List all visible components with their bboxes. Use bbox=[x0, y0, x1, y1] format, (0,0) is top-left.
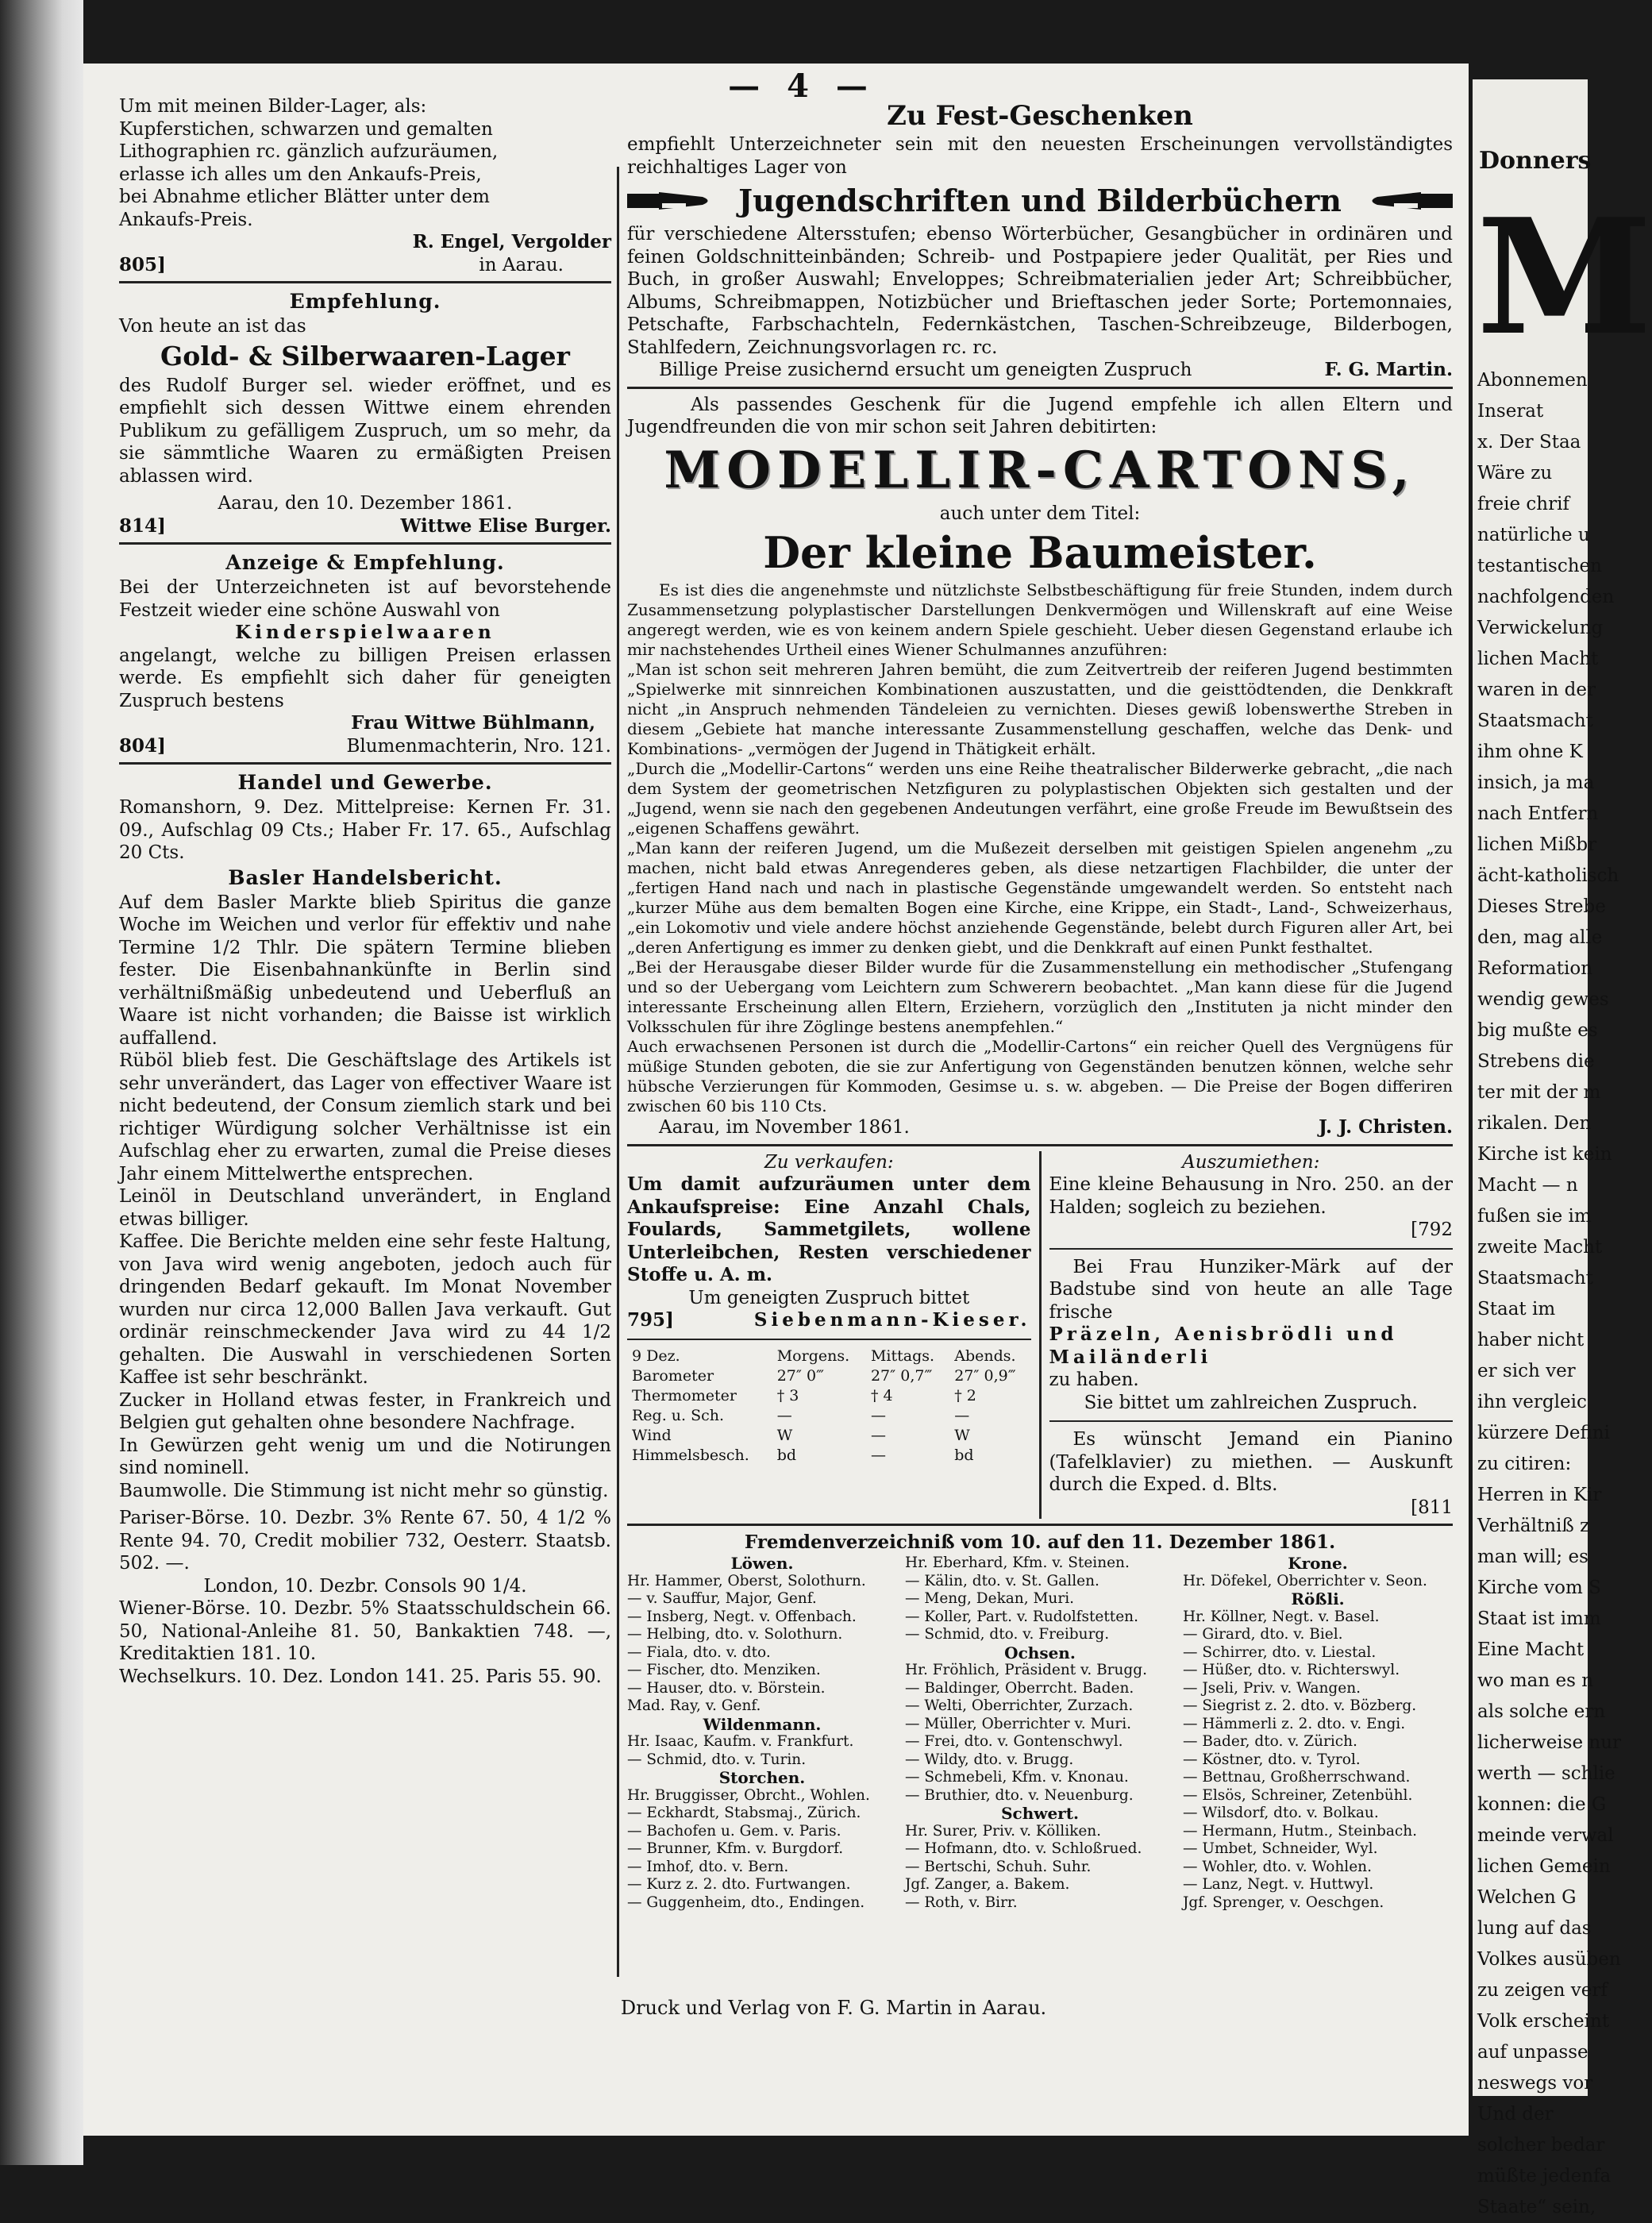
weather-cell: Reg. u. Sch. bbox=[632, 1406, 725, 1424]
anzeige-highlight: Kinderspielwaaren bbox=[235, 622, 495, 643]
basler-title: Basler Handelsbericht. bbox=[228, 865, 503, 889]
weather-cell: 27″ 0‴ bbox=[776, 1366, 825, 1385]
handel-paragraph: Zucker in Holland etwas fester, in Frankreich und Belgien gut gehalten ohne besondere Nachfrage. bbox=[119, 1389, 611, 1433]
facing-line: den, mag alle bbox=[1477, 927, 1603, 948]
boerse-paris: Pariser-Börse. 10. Dezbr. 3% Rente 67. 50, 4 1/2 % Rente 94. 70, Credit mobilier 732, Oesterr. Staatsb. 502. —. bbox=[119, 1508, 611, 1574]
anzeige-signer: Frau Wittwe Bühlmann, bbox=[351, 712, 595, 734]
classifieds-right bbox=[1049, 1151, 1454, 1520]
guest: — Kälin, dto. v. St. Gallen. bbox=[905, 1572, 1099, 1589]
weather-cell: † 4 bbox=[870, 1386, 893, 1404]
fest-signer: F. G. Martin. bbox=[1324, 359, 1453, 380]
guest: — Bertschi, Schuh. Suhr. bbox=[905, 1858, 1092, 1875]
weather-cell: — bbox=[776, 1406, 792, 1424]
bilder-line: Kupferstichen, schwarzen und gemalten bbox=[119, 118, 493, 140]
facing-line: haber nicht bbox=[1477, 1330, 1585, 1350]
guest: Hr. Bruggisser, Obrcht., Wohlen. bbox=[627, 1786, 870, 1804]
weather-cell: — bbox=[870, 1426, 886, 1444]
cartons-subintro: auch unter dem Titel: bbox=[939, 503, 1141, 524]
weather-cell: Wind bbox=[632, 1426, 672, 1444]
facing-line: er sich ver bbox=[1477, 1361, 1576, 1381]
guest: — Imhof, dto. v. Bern. bbox=[627, 1858, 789, 1875]
cartons-paragraph: „Man kann der reiferen Jugend, um die Mußezeit derselben mit geistigen Spielen angenehm „zu machen, nicht bald etwas Anregenderes geben, als diese netzartigen Flachbilder, die unter der „fertigen Hand nach und nach in plastische Gegenstände umgewandelt werden. So entsteht nach „kurzer Mühe aus dem bemalten Bogen eine Kirche, eine Krippe, ein Stadt-, Land-, Schweizerhaus, „ein Lokomotiv und viele andere höchst anziehende Gegenstände, belebt durch Figuren aller Art, bei „deren Anfertigung es immer zu denken giebt, und die Denkkraft auf einen Punkt festhaltet. bbox=[627, 838, 1453, 957]
facing-line: Abonnemen bbox=[1477, 370, 1588, 391]
facing-line: wendig gewes bbox=[1477, 989, 1609, 1010]
facing-line: werth — schlie bbox=[1477, 1763, 1615, 1784]
boerse-wien: Wiener-Börse. 10. Dezbr. 5% Staatsschuldschein 66. 50, National-Anleihe 81. 50, Bankaktien 748. —, Kreditaktien 181. 10. bbox=[119, 1598, 611, 1664]
miethen-p2c: zu haben. bbox=[1049, 1370, 1139, 1390]
guest: — Bachofen u. Gem. v. Paris. bbox=[627, 1822, 841, 1840]
classifieds-block bbox=[627, 1151, 1453, 1520]
facing-line: Staat ist imm bbox=[1477, 1608, 1601, 1629]
guest: — Siegrist z. 2. dto. v. Bözberg. bbox=[1183, 1697, 1417, 1714]
facing-line: Staatsmacht bbox=[1477, 711, 1593, 731]
facing-line: insich, ja ma bbox=[1477, 772, 1595, 793]
weather-row bbox=[627, 1426, 1031, 1446]
handel-paragraph: Leinöl in Deutschland unverändert, in England etwas billiger. bbox=[119, 1186, 611, 1230]
weather-cell: 27″ 0,9‴ bbox=[954, 1366, 1016, 1385]
facing-line: Dieses Strebe bbox=[1477, 896, 1606, 917]
fest-body: für verschiedene Altersstufen; ebenso Wörterbücher, Gesangbücher in ordinären und feinen Goldschnitteinbänden; Schreib- und Postpapiere jeder Qualität, per Ries und Buch, in großer Auswahl; Enveloppes; Schreibmaterialien jeder Art; Schreibbücher, Albums, Schreibmappen, Notizbücher und Brieftaschen jeder Sorte; Portemonnaies, Petschafte, Farbschachteln, Federnkästchen, Taschen-Schreibzeuge, Bilderbogen, Stahlfedern, Zeichnungsvorlagen rc. rc. bbox=[627, 224, 1453, 358]
guest: — Lanz, Negt. v. Huttwyl. bbox=[1183, 1876, 1374, 1893]
facing-line: müßte jedenfa bbox=[1477, 2166, 1612, 2186]
ad-number: [792 bbox=[1411, 1219, 1453, 1240]
guest: — Bader, dto. v. Zürich. bbox=[1183, 1733, 1357, 1750]
facing-line: zweite Macht bbox=[1477, 1237, 1603, 1258]
guest: Hr. Fröhlich, Präsident v. Brugg. bbox=[905, 1662, 1147, 1678]
handel-paragraph: Baumwolle. Die Stimmung ist nicht mehr so günstig. bbox=[119, 1480, 609, 1501]
pointing-hand-icon bbox=[627, 187, 714, 214]
facing-line: zu zeigen verf bbox=[1477, 1980, 1608, 2001]
boerse-london: London, 10. Dezbr. Consols 90 1/4. bbox=[203, 1575, 527, 1597]
guest: Hr. Isaac, Kaufm. v. Frankfurt. bbox=[627, 1733, 854, 1750]
divider bbox=[119, 281, 611, 283]
divider bbox=[627, 1144, 1453, 1146]
bilder-signer: R. Engel, Vergolder bbox=[412, 231, 611, 252]
guest: — Baldinger, Oberrcht. Baden. bbox=[905, 1679, 1134, 1697]
divider bbox=[1049, 1420, 1454, 1422]
printer-footer: Druck und Verlag von F. G. Martin in Aarau. bbox=[620, 1997, 1047, 2019]
cartons-ad bbox=[627, 394, 1453, 1139]
facing-line: man will; es bbox=[1477, 1547, 1588, 1567]
divider bbox=[627, 1339, 1031, 1340]
guest: — Bruthier, dto. v. Neuenburg. bbox=[905, 1786, 1134, 1804]
guest: — Guggenheim, dto., Endingen. bbox=[627, 1894, 865, 1911]
fest-closing: Billige Preise zusichernd ersucht um geneigten Zuspruch bbox=[659, 360, 1192, 380]
hotel-name: Storchen. bbox=[718, 1768, 806, 1787]
weather-cell: — bbox=[870, 1446, 886, 1464]
divider bbox=[627, 387, 1453, 389]
facing-line: als solche ern bbox=[1477, 1701, 1606, 1722]
guest: Hr. Hammer, Oberst, Solothurn. bbox=[627, 1572, 866, 1589]
empfehlung-headline: Gold- & Silberwaaren-Lager bbox=[160, 340, 570, 372]
hotel-name: Krone. bbox=[1288, 1554, 1348, 1573]
guest: — Brunner, Kfm. v. Burgdorf. bbox=[627, 1840, 844, 1857]
anzeige-title: Anzeige & Empfehlung. bbox=[225, 551, 505, 574]
facing-line: nach Entfern bbox=[1477, 803, 1599, 824]
facing-line: Strebens die bbox=[1477, 1051, 1595, 1072]
guest: — Schmid, dto. v. Freiburg. bbox=[905, 1626, 1110, 1643]
verkaufen-closing: Um geneigten Zuspruch bittet bbox=[688, 1287, 970, 1308]
facing-line: kürzere Defini bbox=[1477, 1423, 1610, 1443]
miethen-p2b: Präzeln, Aenisbrödli und Mailänderli bbox=[1049, 1323, 1398, 1368]
facing-page bbox=[1473, 79, 1652, 2217]
cartons-date: Aarau, im November 1861. bbox=[659, 1117, 910, 1138]
fremden-col-2 bbox=[905, 1555, 1175, 1912]
guest: — Wilsdorf, dto. v. Bolkau. bbox=[1183, 1805, 1379, 1821]
guest: — Roth, v. Birr. bbox=[905, 1894, 1018, 1911]
guest: — Hauser, dto. v. Börstein. bbox=[627, 1679, 826, 1697]
facing-line: Verwickelung bbox=[1477, 618, 1604, 638]
weather-table bbox=[627, 1347, 1031, 1466]
guest: — v. Sauffur, Major, Genf. bbox=[627, 1590, 817, 1607]
divider bbox=[119, 762, 611, 765]
ad-number: 814] bbox=[119, 514, 166, 537]
cartons-paragraph: „Bei der Herausgabe dieser Bilder wurde für die Zusammenstellung ein methodischer „Stufengang und so der Uebergang vom Leichtern zum Schwerern beobachtet. „Man kann diese für die Jugend interessante Erscheinung allen Eltern, Erziehern, vorzüglich den „Instituten ja nicht minder den Volksschulen für ihre Zöglinge bestens anempfehlen.“ bbox=[627, 957, 1453, 1036]
anzeige-ad bbox=[119, 549, 611, 757]
guest: Jgf. Sprenger, v. Oeschgen. bbox=[1183, 1894, 1384, 1911]
guest: Hr. Surer, Priv. v. Kölliken. bbox=[905, 1822, 1102, 1840]
bilder-ad bbox=[119, 95, 611, 276]
guest: Hr. Eberhard, Kfm. v. Steinen. bbox=[905, 1555, 1130, 1571]
facing-line: Inserat bbox=[1477, 401, 1544, 422]
cartons-paragraph: Es ist dies die angenehmste und nützlichste Selbstbeschäftigung für freie Stunden, indem durch Zusammensetzung polyplastischer Darstellungen Denkvermögen und Willenskraft auf eine Weise angeregt werden, wie es von keinem andern Spiele geschieht. Ueber diesen Gegenstand erlaube ich mir nachstehendes Urtheil eines Wiener Schulmannes anzuführen: bbox=[627, 580, 1453, 659]
anzeige-address: Blumenmachterin, Nro. 121. bbox=[346, 735, 611, 757]
guest: — Hämmerli z. 2. dto. v. Engi. bbox=[1183, 1715, 1406, 1732]
facing-line: Herren in Kir bbox=[1477, 1485, 1602, 1505]
facing-line: waren in der bbox=[1477, 680, 1596, 700]
weather-cell: — bbox=[954, 1406, 970, 1424]
guest: — Elsös, Schreiner, Zetenbühl. bbox=[1183, 1786, 1413, 1804]
ad-number: 805] bbox=[119, 253, 166, 275]
cartons-signer: J. J. Christen. bbox=[1318, 1116, 1453, 1138]
weather-cell: Himmelsbesch. bbox=[632, 1446, 749, 1464]
guest: — Hüßer, dto. v. Richterswyl. bbox=[1183, 1662, 1400, 1678]
facing-line: Staate“ sein, bbox=[1477, 2197, 1596, 2217]
guest: — Fiala, dto. v. dto. bbox=[627, 1643, 771, 1661]
miethen-p3: Es wünscht Jemand ein Pianino (Tafelklavier) zu miethen. — Auskunft durch die Exped. d. Blts. bbox=[1049, 1429, 1453, 1495]
bilder-line: bei Abnahme etlicher Blätter unter dem bbox=[119, 187, 490, 207]
weather-cell: bd bbox=[776, 1446, 797, 1464]
miethen-p2a: Bei Frau Hunziker-Märk auf der Badstube sind von heute an alle Tage frische bbox=[1049, 1256, 1453, 1323]
handel-romanshorn: Romanshorn, 9. Dez. Mittelpreise: Kernen Fr. 31. 09., Aufschlag 09 Cts.; Haber Fr. 17. 65., Aufschlag 20 Cts. bbox=[119, 797, 611, 863]
fest-ad bbox=[627, 95, 1453, 382]
guest: — Koller, Part. v. Rudolfstetten. bbox=[905, 1608, 1138, 1625]
cartons-intro: Als passendes Geschenk für die Jugend empfehle ich allen Eltern und Jugendfreunden die von mir schon seit Jahren debitirten: bbox=[627, 394, 1453, 437]
facing-line: solcher bedar bbox=[1477, 2135, 1605, 2156]
guest: — Jseli, Priv. v. Wangen. bbox=[1183, 1679, 1361, 1697]
guest: — Hermann, Hutm., Steinbach. bbox=[1183, 1822, 1418, 1840]
fremden-register bbox=[627, 1531, 1453, 1912]
facing-line: licherweise nur bbox=[1477, 1732, 1622, 1753]
weather-cell: W bbox=[954, 1426, 970, 1444]
bilder-place: in Aarau. bbox=[479, 254, 564, 275]
guest: Hr. Köllner, Negt. v. Basel. bbox=[1183, 1608, 1380, 1625]
hotel-name: Ochsen. bbox=[1004, 1643, 1076, 1662]
empfehlung-body: des Rudolf Burger sel. wieder eröffnet, und es empfiehlt sich dessen Wittwe einem ehrenden Publikum zu gefälligem Zuspruch, um so mehr, da sie sämmtliche Waaren zu ermäßigten Preisen ablassen wird. bbox=[119, 375, 611, 487]
guest: — Helbing, dto. v. Solothurn. bbox=[627, 1626, 843, 1643]
cartons-title: MODELLIR-CARTONS, bbox=[664, 440, 1416, 500]
pointing-hand-icon bbox=[1365, 187, 1453, 214]
weather-cell: Barometer bbox=[632, 1366, 714, 1385]
weather-cell: Thermometer bbox=[632, 1386, 737, 1404]
guest: — Frei, dto. v. Gontenschwyl. bbox=[905, 1733, 1123, 1750]
handel-paragraph: Auf dem Basler Markte blieb Spiritus die ganze Woche im Weichen und verlor für effektiv und nahe Termine 1/2 Thlr. Die spätern Termine blieben fester. Die Eisenbahnankünfte in Berlin sind verhältnißmäßig unbedeutend und Ueberfluß an Waare ist nicht vorhanden; die Baisse ist wirklich auffallend. bbox=[119, 892, 611, 1049]
bilder-line: Lithographien rc. gänzlich aufzuräumen, bbox=[119, 141, 499, 162]
facing-line: ihm ohne K bbox=[1477, 742, 1583, 762]
classifieds-left bbox=[627, 1151, 1031, 1520]
hotel-name: Wildenmann. bbox=[703, 1714, 822, 1734]
facing-line: Macht — n bbox=[1477, 1175, 1578, 1196]
facing-initial: M bbox=[1477, 184, 1652, 371]
facing-line: freie chrif bbox=[1477, 494, 1569, 514]
weather-cell: bd bbox=[954, 1446, 974, 1464]
column-rule bbox=[1039, 1151, 1042, 1520]
weather-header: 9 Dez. bbox=[632, 1347, 680, 1365]
hotel-name: Löwen. bbox=[730, 1554, 794, 1573]
facing-line: Volkes ausüben bbox=[1477, 1949, 1621, 1970]
guest: — Fischer, dto. Menziken. bbox=[627, 1662, 821, 1678]
cartons-paragraph: „Man ist schon seit mehreren Jahren bemüht, die zum Zeitvertreib der reiferen Jugend bestimmten „Spielwerke mit sinnreichen Kombinationen auszustatten, und die geisttödtenden, die Denkkraft nicht „in Anspruch nehmenden Tändeleien zu vernichten. Dieses gewiß lobenswerthe Streben in diesem „Gebiete hat manche interessante Zusammenstellung geschaffen, welche das Denk- und Kombinations- „vermögen der Jugend in Thätigkeit erhält. bbox=[627, 660, 1453, 758]
facing-line: Reformation bbox=[1477, 958, 1593, 979]
weather-cell: † 3 bbox=[776, 1386, 799, 1404]
guest: — Schmid, dto. v. Turin. bbox=[627, 1751, 807, 1768]
guest: — Müller, Oberrichter v. Muri. bbox=[905, 1715, 1132, 1732]
guest: Hr. Döfekel, Oberrichter v. Seon. bbox=[1183, 1572, 1427, 1589]
handel-paragraph: In Gewürzen geht wenig um und die Notirungen sind nominell. bbox=[119, 1435, 611, 1478]
wechselkurs: Wechselkurs. 10. Dez. London 141. 25. Paris 55. 90. bbox=[119, 1666, 602, 1687]
guest: — Umbet, Schneider, Wyl. bbox=[1183, 1840, 1378, 1857]
guest: — Kurz z. 2. dto. Furtwangen. bbox=[627, 1876, 851, 1893]
empfehlung-date: Aarau, den 10. Dezember 1861. bbox=[218, 493, 513, 514]
bilder-line: Um mit meinen Bilder-Lager, als: bbox=[119, 96, 427, 117]
book-spine bbox=[0, 0, 83, 2165]
facing-line: lichen Gemein bbox=[1477, 1856, 1611, 1877]
ad-number: 795] bbox=[627, 1309, 674, 1331]
weather-row bbox=[627, 1386, 1031, 1406]
weather-header: Mittags. bbox=[870, 1347, 935, 1365]
handel-paragraph: Rüböl blieb fest. Die Geschäftslage des Artikels ist sehr unverändert, das Lager von effectiver Waare ist nicht bedeutend, der Consum ziemlich stark und bei richtiger Würdigung solcher Verhältnisse ist ein Aufschlag eher zu erwarten, zumal die Preise dieses Jahr einem Mittelwerthe entsprechen. bbox=[119, 1050, 611, 1185]
bilder-line: Ankaufs-Preis. bbox=[119, 209, 253, 230]
anzeige-body1: Bei der Unterzeichneten ist auf bevorstehende Festzeit wieder eine schöne Auswahl von bbox=[119, 577, 611, 621]
divider bbox=[1049, 1248, 1454, 1250]
facing-line: testantischen bbox=[1477, 556, 1602, 576]
facing-line: Volk erscheint bbox=[1477, 2011, 1610, 2032]
miethen-title: Auszumiethen: bbox=[1182, 1151, 1320, 1173]
facing-text bbox=[1473, 365, 1622, 2223]
facing-line: Verhältniß z bbox=[1477, 1516, 1590, 1536]
guest: — Köstner, dto. v. Tyrol. bbox=[1183, 1751, 1361, 1768]
cartons-paragraph: Auch erwachsenen Personen ist durch die „Modellir-Cartons“ ein reicher Quell des Vergnügens für müßige Stunden geboten, die sie zur Anfertigung von Gegenständen benutzen können, welche sehr hübsche Verzierungen für Kommoden, Gesimse u. s. w. abgeben. — Die Preise der Bogen differiren zwischen 60 bis 110 Cts. bbox=[627, 1037, 1453, 1115]
facing-line: Staat im bbox=[1477, 1299, 1556, 1320]
facing-line: nachfolgenden bbox=[1477, 587, 1615, 607]
verkaufen-signer: Siebenmann-Kieser. bbox=[753, 1309, 1031, 1331]
guest: — Insberg, Negt. v. Offenbach. bbox=[627, 1608, 857, 1625]
guest: Mad. Ray, v. Genf. bbox=[627, 1697, 761, 1714]
divider bbox=[627, 1524, 1453, 1526]
facing-line: Welchen G bbox=[1477, 1887, 1577, 1908]
ad-number: [811 bbox=[1411, 1497, 1453, 1518]
fremden-title: Fremdenverzeichniß vom 10. auf den 11. Dezember 1861. bbox=[744, 1531, 1336, 1553]
weather-header-row bbox=[627, 1347, 1031, 1366]
facing-line: x. Der Staa bbox=[1477, 432, 1581, 453]
facing-line: konnen: die G bbox=[1477, 1794, 1607, 1815]
divider bbox=[119, 542, 611, 545]
facing-line: auf unpasse bbox=[1477, 2042, 1588, 2063]
weather-cell: — bbox=[870, 1406, 886, 1424]
guest: — Eckhardt, Stabsmaj., Zürich. bbox=[627, 1805, 861, 1821]
facing-line: fußen sie im bbox=[1477, 1206, 1592, 1227]
verkaufen-body: Um damit aufzuräumen unter dem Ankaufspreise: Eine Anzahl Chals, Foulards, Sammetgilets, wollene Unterleibchen, Resten verschiedener Stoffe u. A. m. bbox=[627, 1173, 1031, 1285]
facing-line: rikalen. Den bbox=[1477, 1113, 1592, 1134]
fest-headline: Jugendschriften und Bilderbüchern bbox=[738, 183, 1342, 218]
facing-line: Eine Macht bbox=[1477, 1639, 1585, 1660]
facing-line: lung auf das bbox=[1477, 1918, 1592, 1939]
fest-intro: empfiehlt Unterzeichneter sein mit den neuesten Erscheinungen vervollständigtes reichhaltiges Lager von bbox=[627, 134, 1453, 178]
guest: — Schmebeli, Kfm. v. Knonau. bbox=[905, 1769, 1129, 1786]
empfehlung-signer: Wittwe Elise Burger. bbox=[400, 514, 611, 537]
guest: — Welti, Oberrichter, Zurzach. bbox=[905, 1697, 1134, 1714]
weather-cell: W bbox=[776, 1426, 793, 1444]
handel-section bbox=[119, 769, 611, 1688]
handel-paragraph: Kaffee. Die Berichte melden eine sehr feste Haltung, von Java wird wenig angeboten, jedoch auch für dringenden Bedarf gekauft. Im Monat November wurden nur circa 12,000 Ballen Java verkauft. Gut ordinär reinschmeckender Java wird zu 44 1/2 gehalten. Die Auswahl in verschiedenen Sorten Kaffee ist sehr beschränkt. bbox=[119, 1231, 611, 1388]
weather-header: Abends. bbox=[954, 1347, 1016, 1365]
facing-line: lichen Macht bbox=[1477, 649, 1599, 669]
facing-line: neswegs vor bbox=[1477, 2073, 1593, 2094]
hotel-name: Schwert. bbox=[1001, 1804, 1079, 1823]
bilder-line: erlasse ich alles um den Ankaufs-Preis, bbox=[119, 164, 482, 185]
facing-line: Und der bbox=[1477, 2104, 1554, 2125]
facing-line: Kirche ist kein bbox=[1477, 1144, 1612, 1165]
miethen-p2d: Sie bittet um zahlreichen Zuspruch. bbox=[1084, 1392, 1418, 1413]
guest: — Girard, dto. v. Biel. bbox=[1183, 1626, 1343, 1643]
page-number: — 4 — bbox=[728, 67, 876, 105]
facing-title: Donners bbox=[1479, 147, 1592, 175]
handel-title: Handel und Gewerbe. bbox=[237, 771, 493, 794]
guest: — Meng, Dekan, Muri. bbox=[905, 1590, 1074, 1607]
facing-line: lichen Mißbr bbox=[1477, 834, 1597, 855]
weather-row bbox=[627, 1446, 1031, 1466]
facing-line: Staatsmacht bbox=[1477, 1268, 1593, 1289]
verkaufen-title: Zu verkaufen: bbox=[764, 1151, 894, 1173]
ad-number: 804] bbox=[119, 734, 166, 757]
facing-line: ter mit der m bbox=[1477, 1082, 1601, 1103]
guest: — Bettnau, Großherrschwand. bbox=[1183, 1769, 1411, 1786]
guest: — Schirrer, dto. v. Liestal. bbox=[1183, 1643, 1377, 1661]
facing-line: Wäre zu bbox=[1477, 463, 1553, 484]
anzeige-body2: angelangt, welche zu billigen Preisen erlassen werde. Es empfiehlt sich daher für geneigten Zuspruch bestens bbox=[119, 645, 611, 711]
facing-line: ihn vergleic bbox=[1477, 1392, 1587, 1412]
weather-row bbox=[627, 1406, 1031, 1426]
hotel-name: Rößli. bbox=[1291, 1589, 1345, 1608]
empfehlung-ad bbox=[119, 288, 611, 537]
column-rule bbox=[617, 167, 619, 1977]
facing-line: ächt-katholisch bbox=[1477, 865, 1619, 886]
miethen-body: Eine kleine Behausung in Nro. 250. an der Halden; sogleich zu beziehen. bbox=[1049, 1174, 1453, 1218]
facing-line: meinde verwal bbox=[1477, 1825, 1614, 1846]
left-column bbox=[119, 95, 611, 1985]
facing-line: zu citiren: bbox=[1477, 1454, 1572, 1474]
weather-cell: † 2 bbox=[954, 1386, 976, 1404]
facing-line: Kirche vom S bbox=[1477, 1578, 1601, 1598]
guest: — Wildy, dto. v. Brugg. bbox=[905, 1751, 1074, 1768]
empfehlung-title: Empfehlung. bbox=[289, 290, 441, 313]
fremden-col-3 bbox=[1183, 1555, 1453, 1912]
fest-title: Zu Fest-Geschenken bbox=[887, 100, 1193, 132]
fremden-col-1 bbox=[627, 1555, 897, 1912]
guest: — Hofmann, dto. v. Schloßrued. bbox=[905, 1840, 1142, 1857]
weather-cell: 27″ 0,7‴ bbox=[870, 1366, 933, 1385]
facing-line: wo man es n bbox=[1477, 1670, 1594, 1691]
facing-line: big mußte es bbox=[1477, 1020, 1598, 1041]
facing-line: natürliche u bbox=[1477, 525, 1590, 545]
cartons-paragraph: „Durch die „Modellir-Cartons“ werden uns eine Reihe theatralischer Bilderwerke gebracht, „die nach dem System der geometrischen Netzfiguren zu polyplastischen Objekten sich gestalten und der „Jugend, wenn sie nach den gegebenen Andeutungen verfährt, eine große Freude im Bewußtsein des „eigenen Schaffens gewährt. bbox=[627, 759, 1453, 838]
cartons-subtitle: Der kleine Baumeister. bbox=[763, 527, 1317, 578]
empfehlung-intro: Von heute an ist das bbox=[119, 316, 306, 337]
guest: Jgf. Zanger, a. Bakem. bbox=[905, 1876, 1070, 1893]
weather-header: Morgens. bbox=[776, 1347, 850, 1365]
weather-row bbox=[627, 1366, 1031, 1386]
right-column bbox=[627, 95, 1453, 1985]
guest: — Wohler, dto. v. Wohlen. bbox=[1183, 1858, 1372, 1875]
